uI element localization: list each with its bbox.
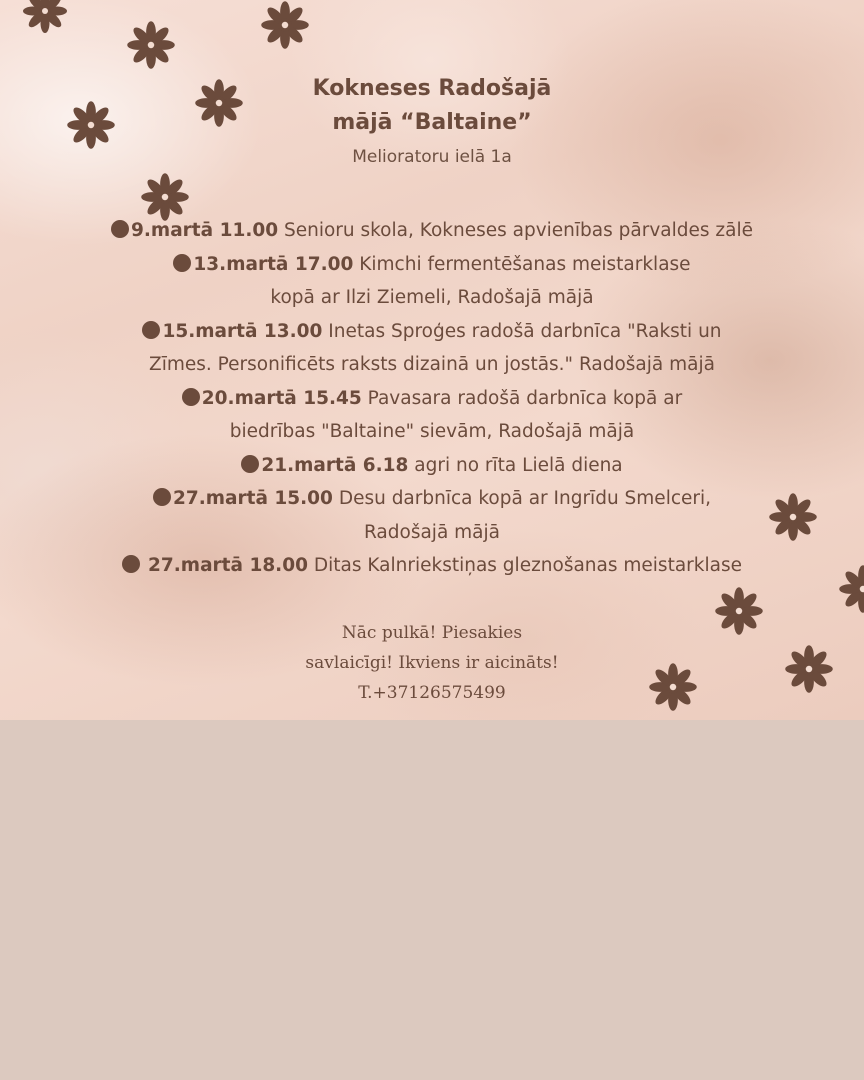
lower-background: [0, 720, 864, 1080]
venue-address: Melioratoru ielā 1a: [352, 147, 512, 167]
bullet-icon: [142, 321, 160, 339]
cta-line-1: Nāc pulkā! Piesakies: [341, 623, 523, 643]
bullet-icon: [122, 555, 140, 573]
event-date: 21.martā 6.18: [261, 454, 409, 476]
bullet-icon: [153, 488, 171, 506]
flower-icon: [836, 562, 864, 616]
event-date: 27.martā 15.00: [172, 488, 333, 509]
poster-title-line-2: mājā “Baltaine”: [332, 110, 532, 135]
poster-header: [0, 72, 864, 172]
event-item: [40, 482, 824, 549]
contact-phone: T.+37126575499: [358, 683, 506, 703]
event-list: [40, 214, 824, 583]
event-text-continued: Zīmes. Personificēts raksts dizainā un jostās." Radošajā mājā: [149, 354, 715, 375]
event-date: 15.martā 13.00: [162, 320, 323, 342]
cta-line-2: savlaicīgi! Ikviens ir aicināts!: [305, 653, 559, 673]
event-text-continued: Radošajā mājā: [363, 521, 500, 543]
bullet-icon: [173, 254, 191, 272]
event-item: [40, 549, 824, 583]
event-item: [40, 315, 824, 382]
event-text-continued: kopā ar Ilzi Ziemeli, Radošajā mājā: [270, 287, 594, 308]
flower-icon: [258, 0, 312, 52]
event-text: Desu darbnīca kopā ar Ingrīdu Smelceri,: [332, 488, 712, 509]
event-text-continued: biedrības "Baltaine" sievām, Radošajā mājā: [229, 421, 635, 442]
event-text: Ditas Kalnriekstiņas gleznošanas meistarklase: [307, 555, 742, 576]
event-text: agri no rīta Lielā diena: [408, 454, 623, 476]
poster-title-line-1: Kokneses Radošajā: [312, 76, 552, 101]
event-text: Senioru skola, Kokneses apvienības pārvaldes zālē: [278, 220, 753, 241]
event-date: 13.martā 17.00: [193, 253, 354, 275]
event-item: [40, 449, 824, 483]
bullet-icon: [111, 220, 129, 238]
event-text: Pavasara radošā darbnīca kopā ar: [361, 387, 683, 409]
bullet-icon: [241, 455, 259, 473]
event-text: Kimchi fermentēšanas meistarklase: [353, 253, 691, 275]
event-item: [40, 382, 824, 449]
event-date: 9.martā 11.00: [131, 220, 279, 241]
bullet-icon: [182, 388, 200, 406]
event-item: [40, 248, 824, 315]
call-to-action: [0, 618, 864, 708]
event-item: [40, 214, 824, 248]
flower-icon: [20, 0, 70, 36]
event-date: 27.martā 18.00: [148, 555, 308, 576]
event-date: 20.martā 15.45: [201, 387, 362, 409]
event-text: Inetas Sproģes radošā darbnīca "Raksti un: [322, 320, 722, 342]
flower-icon: [124, 18, 178, 72]
